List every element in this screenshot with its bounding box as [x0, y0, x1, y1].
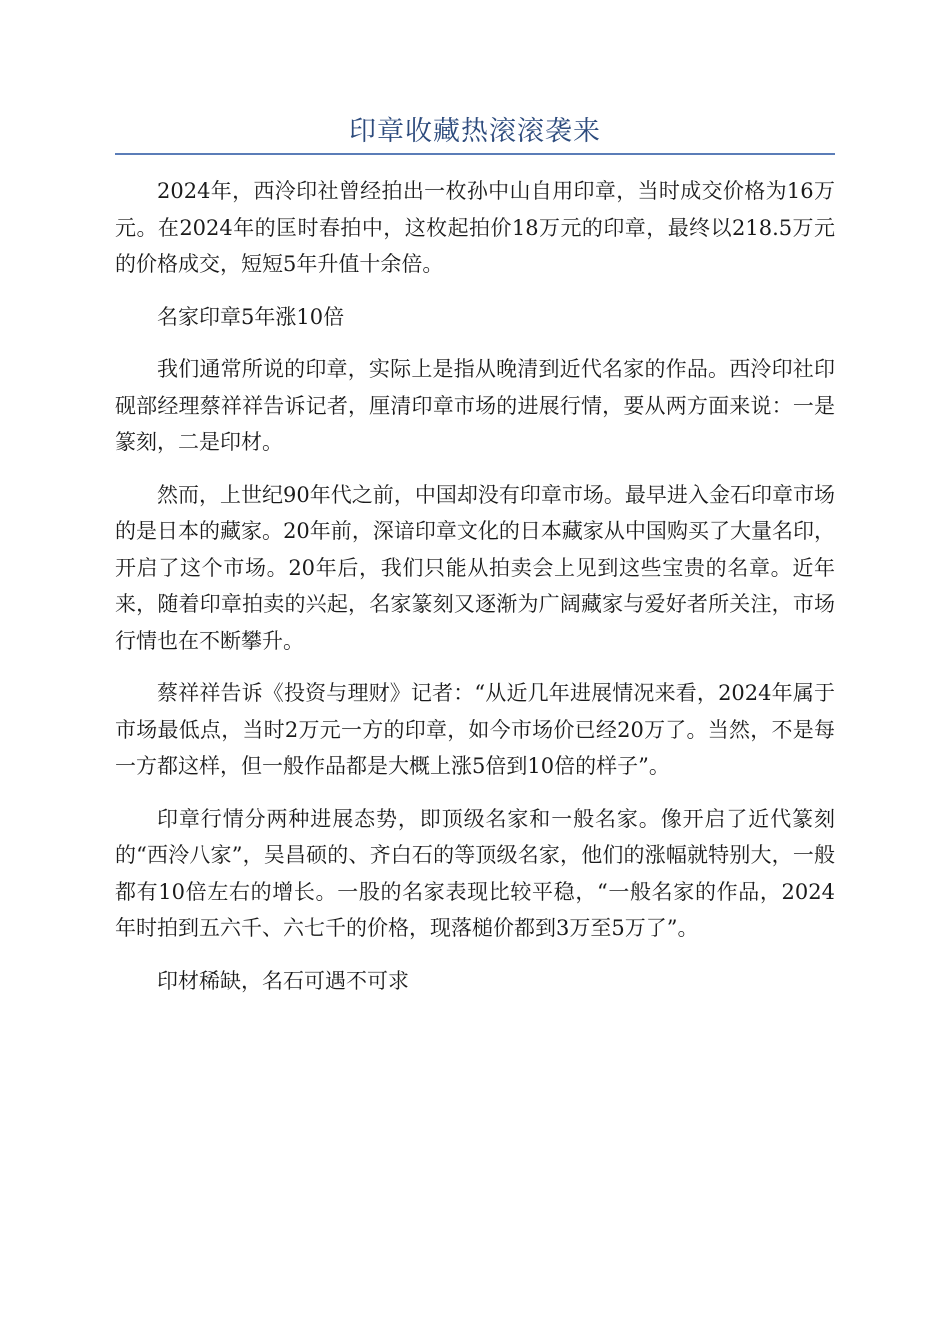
paragraph-definition: 我们通常所说的印章，实际上是指从晚清到近代名家的作品。西泠印社印砚部经理蔡祥祥告诉记者，厘清印章市场的进展行情，要从两方面来说：一是篆刻，二是印材。 — [115, 357, 835, 454]
section-heading-price-growth: 名家印章5年涨10倍 — [157, 304, 345, 329]
paragraph-intro: 2024年，西泠印社曾经拍出一枚孙中山自用印章，当时成交价格为16万元。在2024年的匡时春拍中，这枚起拍价18万元的印章，最终以218.5万元的价格成交，短短5年升值十余倍。 — [115, 179, 835, 276]
paragraph-trends: 印章行情分两种进展态势，即顶级名家和一般名家。像开启了近代篆刻的“西泠八家”，吴昌硕的、齐白石的等顶级名家，他们的涨幅就特别大，一般都有10倍左右的增长。一股的名家表现比较平稳，“一般名家的作品，2024年时拍到五六千、六七千的价格，现落槌价都到3万至5万了”。 — [115, 806, 835, 940]
paragraph-market-history: 然而，上世纪90年代之前，中国却没有印章市场。最早进入金石印章市场的是日本的藏家。20年前，深谙印章文化的日本藏家从中国购买了大量名印，开启了这个市场。20年后，我们只能从拍卖会上见到这些宝贵的名章。近年来，随着印章拍卖的兴起，名家篆刻又逐渐为广阔藏家与爱好者所关注，市场行情也在不断攀升。 — [115, 482, 835, 653]
document-body — [115, 173, 835, 1015]
paragraph-quote: 蔡祥祥告诉《投资与理财》记者：“从近几年进展情况来看，2024年属于市场最低点，当时2万元一方的印章，如今市场价已经20万了。当然，不是每一方都这样，但一般作品都是大概上涨5倍到10倍的样子”。 — [115, 681, 835, 778]
document-title: 印章收藏热滚滚袭来 — [349, 116, 601, 147]
section-heading-materials: 印材稀缺，名石可遇不可求 — [157, 968, 409, 993]
title-underline — [115, 153, 835, 155]
